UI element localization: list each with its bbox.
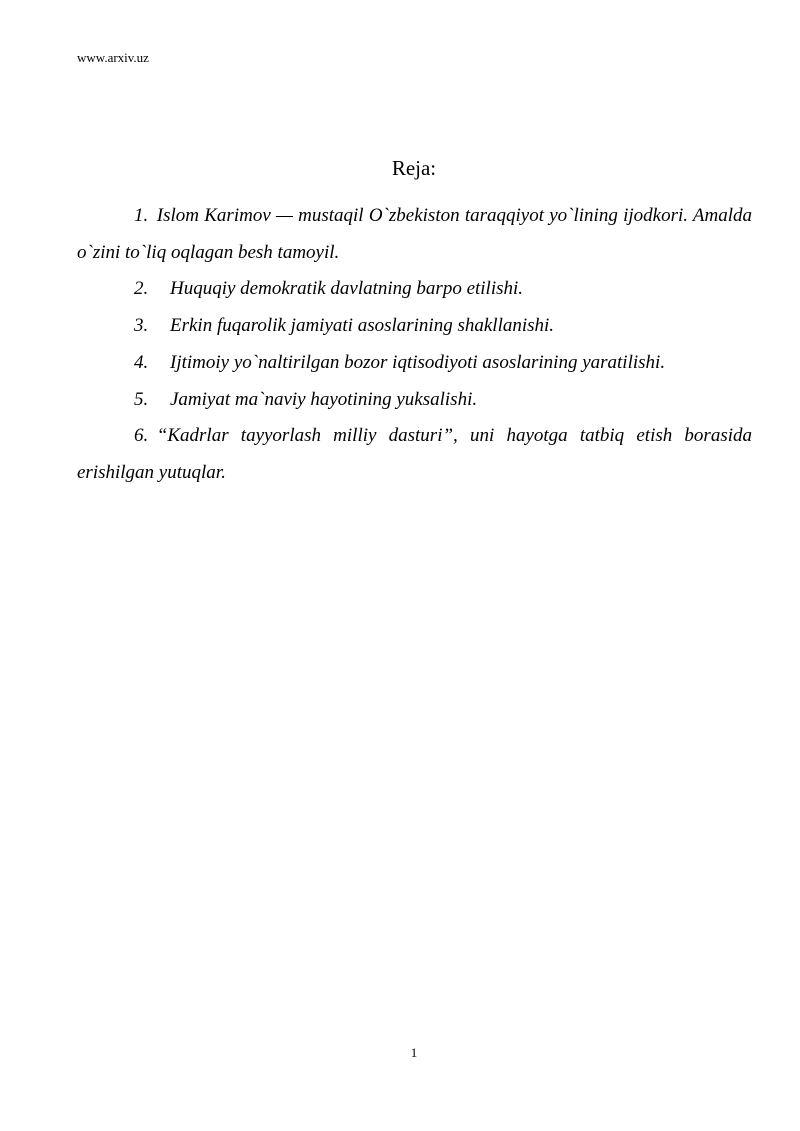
plan-item-number: 3. xyxy=(134,315,149,337)
plan-item-number: 2. xyxy=(134,278,149,300)
plan-item-number: 5. xyxy=(134,388,149,410)
plan-item-number: 6. xyxy=(134,425,149,447)
plan-item xyxy=(77,198,752,271)
plan-item-number: 4. xyxy=(134,351,149,373)
plan-item-text: Jamiyat ma`naviy hayotining yuksalishi. xyxy=(170,388,478,410)
plan-item xyxy=(77,271,752,308)
plan-item-text: Ijtimoiy yo`naltirilgan bozor iqtisodiyoti asoslarining yaratilishi. xyxy=(170,351,666,373)
plan-item xyxy=(77,418,752,491)
page-title: Reja: xyxy=(391,156,437,180)
plan-item-text: “Kadrlar tayyorlash milliy dasturi”, uni hayotga tatbiq etish borasida erishilgan yutuqlar. xyxy=(77,425,752,483)
plan-item-text: Erkin fuqarolik jamiyati asoslarining shakllanishi. xyxy=(170,315,555,337)
plan-item-text: Islom Karimov — mustaqil O`zbekiston taraqqiyot yo`lining ijodkori. Amalda o`zini to`liq oqlagan besh tamoyil. xyxy=(77,205,752,263)
site-header: www.arxiv.uz xyxy=(77,50,149,65)
plan-item xyxy=(77,308,752,345)
plan-item xyxy=(77,382,752,419)
plan-item-number: 1. xyxy=(134,205,149,226)
plan-item-text: Huquqiy demokratik davlatning barpo etilishi. xyxy=(170,278,524,300)
plan-list xyxy=(77,198,752,492)
page-number: 1 xyxy=(410,1045,418,1060)
plan-item xyxy=(77,345,752,382)
